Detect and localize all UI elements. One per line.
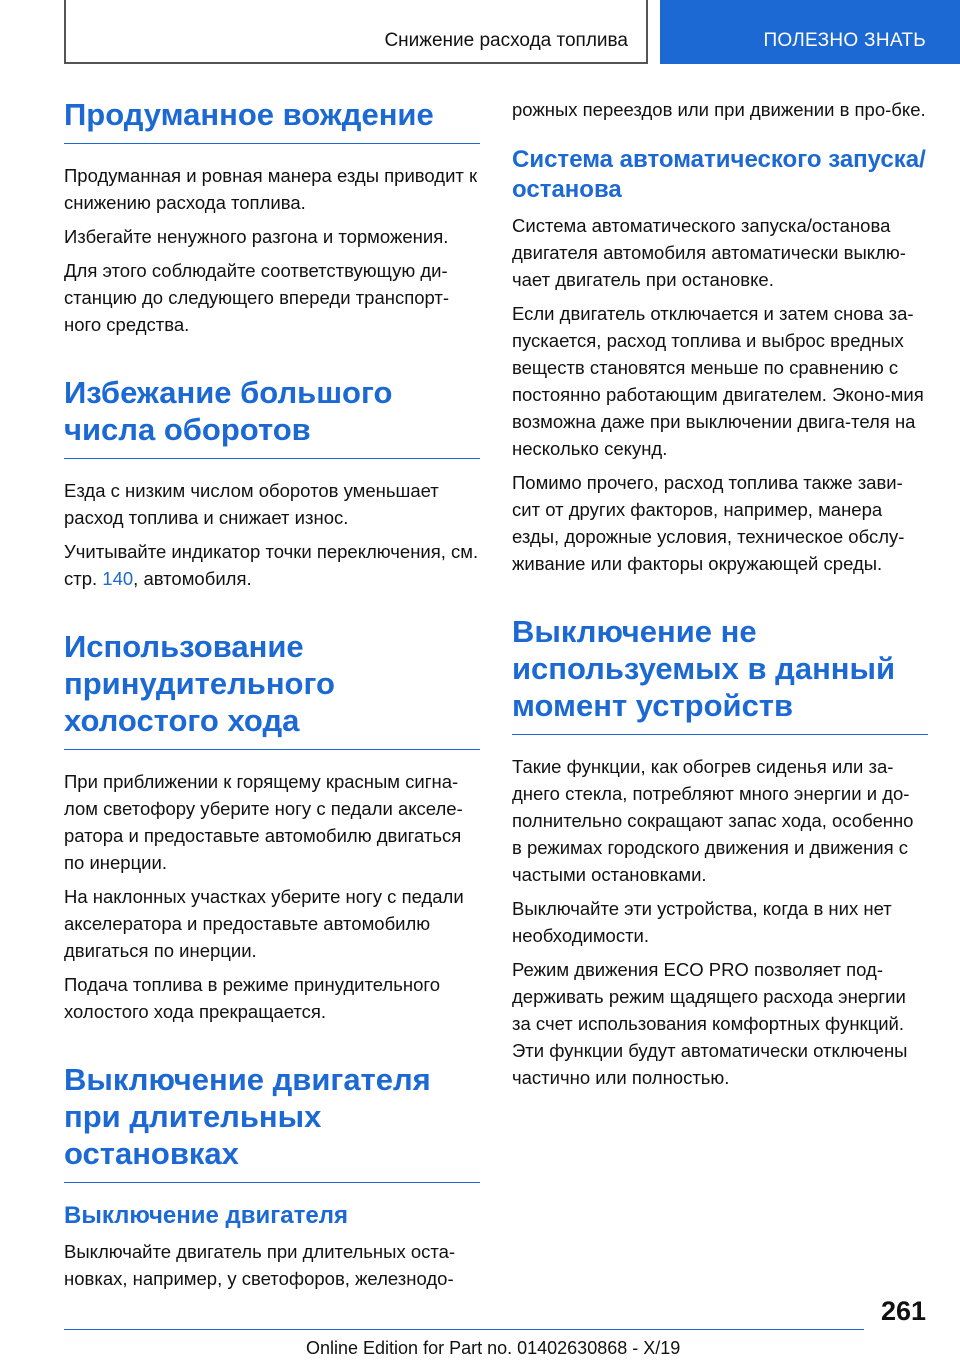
heading-avoid-high-rpm: Избежание большого числа оборотов: [64, 374, 480, 459]
chapter-tab[interactable]: [660, 0, 960, 64]
heading-coasting: Использование принудительного холостого хода: [64, 628, 480, 750]
page-reference-link[interactable]: 140: [102, 568, 134, 589]
paragraph: Помимо прочего, расход топлива также зави-сит от других факторов, например, манера езды, дорожные условия, техническое обслу-живание или факторы окружающей среды.: [512, 472, 905, 574]
heading-switch-off-devices: Выключение не используемых в данный момент устройств: [512, 613, 928, 735]
paragraph: Для этого соблюдайте соответствующую ди-станцию до следующего впереди транспорт-ного средства.: [64, 260, 450, 335]
footer-divider: [64, 1329, 864, 1330]
heading-auto-start-stop: Система автоматического запуска/останова: [512, 146, 926, 203]
paragraph: Подача топлива в режиме принудительного холостого хода прекращается.: [64, 974, 440, 1022]
section-engine-off: [64, 1061, 480, 1292]
chapter-tab-label: ПОЛЕЗНО ЗНАТЬ: [763, 30, 926, 51]
paragraph: Выключайте двигатель при длительных оста-новках, например, у светофоров, железнодо-: [64, 1241, 456, 1289]
paragraph: При приближении к горящему красным сигна-лом светофору уберите ногу с педали акселе-ратора и предоставьте автомобилю двигаться по инерции.: [64, 771, 463, 873]
paragraph-text: , автомобиля.: [133, 568, 252, 589]
paragraph: Избегайте ненужного разгона и торможения.: [64, 226, 449, 247]
paragraph-text: Учитывайте индикатор точки переключения, см. стр.: [64, 541, 479, 589]
paragraph: Режим движения ECO PRO позволяет под-держивать режим щадящего расхода энергии за счет использования комфортных функций. Эти функции будут автоматически отключены частично или полностью.: [512, 959, 908, 1088]
section-auto-start-stop: [512, 145, 928, 577]
page-number: 261: [880, 1296, 926, 1326]
right-column: [512, 96, 928, 1127]
paragraph: Выключайте эти устройства, когда в них нет необходимости.: [512, 898, 892, 946]
section-thoughtful-driving: [64, 96, 480, 338]
section-title: Снижение расхода топлива: [384, 30, 628, 51]
left-column: [64, 96, 480, 1328]
paragraph: рожных переездов или при движении в про-бке.: [512, 99, 926, 120]
paragraph: Продуманная и ровная манера езды приводит к снижению расхода топлива.: [64, 165, 478, 213]
edition-footer: Online Edition for Part no. 01402630868 - X/19: [306, 1338, 681, 1358]
paragraph: Система автоматического запуска/останова двигателя автомобиля автоматически выклю-чает двигатель при остановке.: [512, 215, 906, 290]
paragraph: Езда с низким числом оборотов уменьшает расход топлива и снижает износ.: [64, 480, 439, 528]
subheading-engine-off: Выключение двигателя: [64, 1202, 348, 1229]
paragraph: На наклонных участках уберите ногу с педали акселератора и предоставьте автомобилю двигаться по инерции.: [64, 886, 464, 961]
section-switch-off-devices: [512, 613, 928, 1091]
paragraph: Такие функции, как обогрев сиденья или за-днего стекла, потребляют много энергии и до-полнительно сокращают запас хода, особенно в режимах городского движения и движения с частыми остановками.: [512, 756, 914, 885]
section-avoid-high-rpm: [64, 374, 480, 592]
paragraph: [64, 538, 480, 592]
header-section-box: [64, 0, 648, 64]
heading-engine-off-long-stops: Выключение двигателя при длительных остановках: [64, 1061, 480, 1183]
paragraph: Если двигатель отключается и затем снова за-пускается, расход топлива и выброс вредных веществ становятся меньше по сравнению с постоянно работающим двигателем. Эконо-мия возможна даже при выключении двига-теля на несколько секунд.: [512, 303, 924, 459]
heading-thoughtful-driving: Продуманное вождение: [64, 96, 480, 144]
section-coasting: [64, 628, 480, 1025]
